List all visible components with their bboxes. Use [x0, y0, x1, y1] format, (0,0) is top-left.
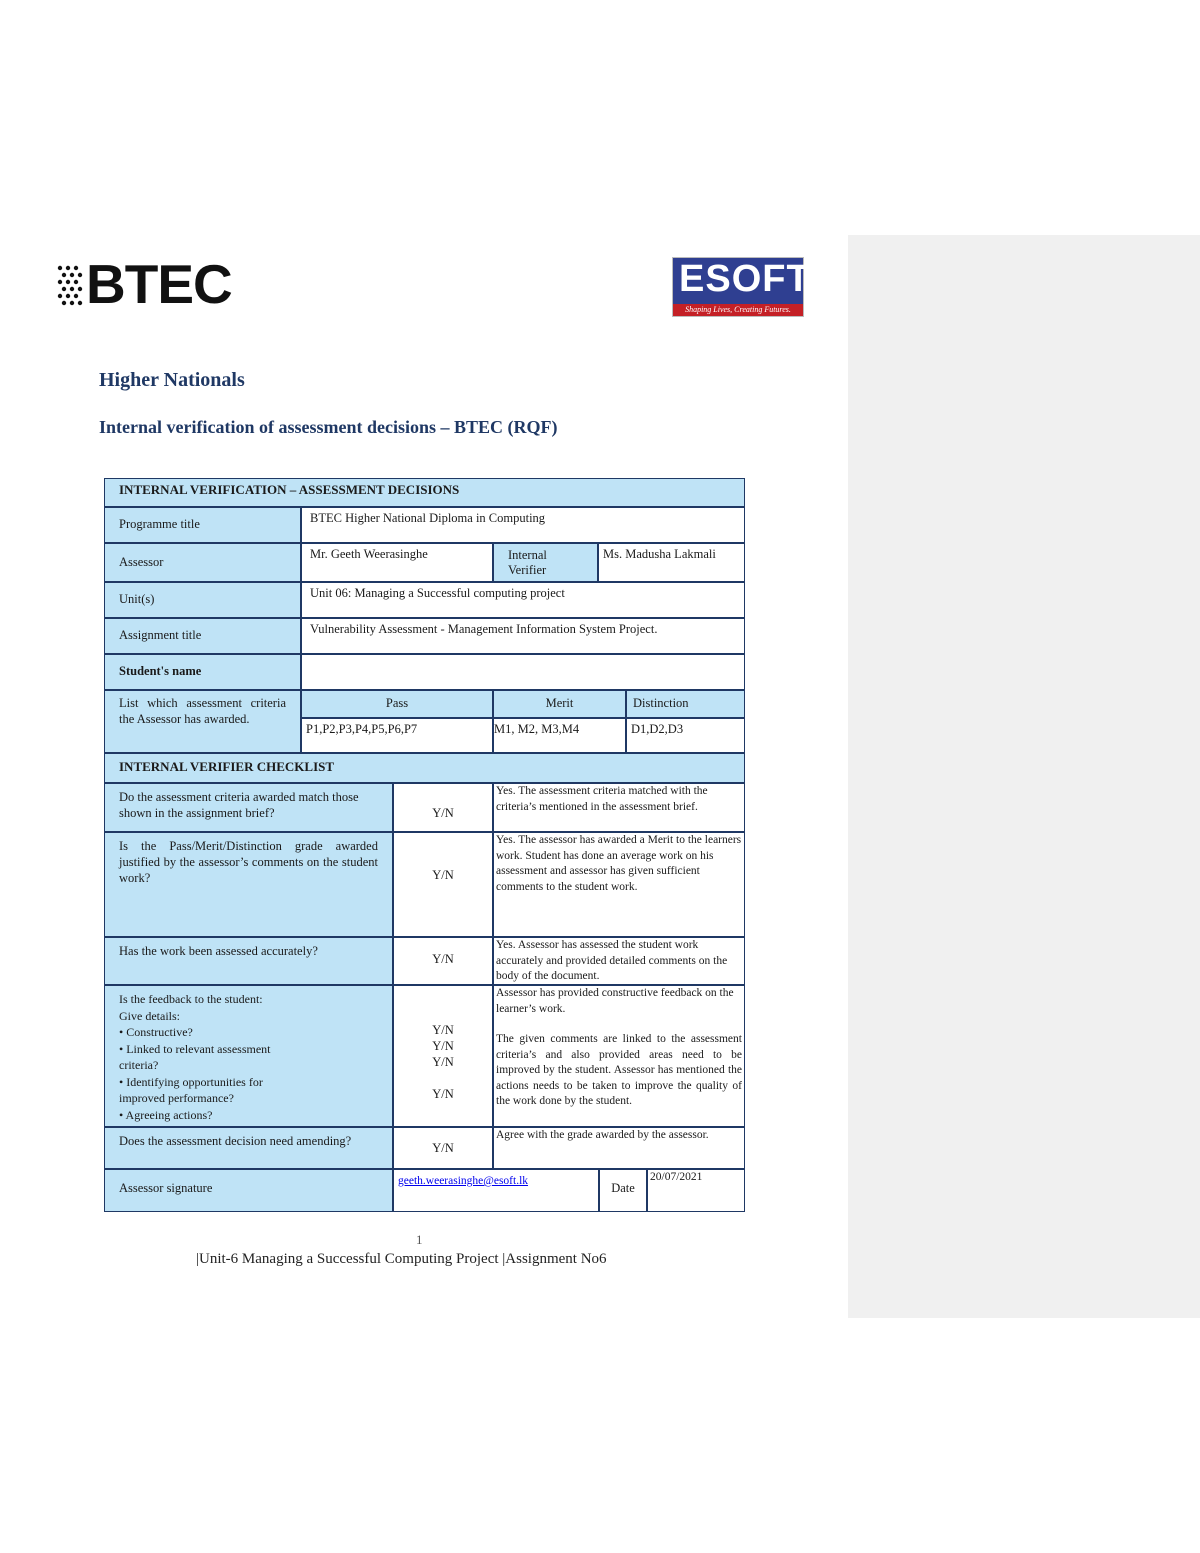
assessor-signature-cell: [393, 1169, 599, 1212]
assessor-label: Assessor: [104, 543, 301, 582]
esoft-wordmark: ESOFT: [679, 258, 811, 300]
btec-logo: [56, 253, 232, 316]
esoft-logo: [672, 257, 811, 317]
feedback-comment-details: The given comments are linked to the assessment criteria’s and also provided areas need to be improved by the student. Assessor has mentioned the actions needs to be taken to improve the quality of the work done by the student.: [496, 1033, 742, 1107]
assignment-title-label: Assignment title: [104, 618, 301, 654]
pass-value: P1,P2,P3,P4,P5,P6,P7: [301, 718, 493, 753]
assignment-title-value: Vulnerability Assessment - Management Information System Project.: [301, 618, 745, 654]
pass-header: Pass: [301, 690, 493, 718]
grade-justified-comment: Yes. The assessor has awarded a Merit to the learners work. Student has done an average work on his assessment and assessor has given sufficient comments to the student work.: [493, 832, 745, 937]
feedback-item-actions: • Agreeing actions?: [119, 1107, 213, 1122]
esoft-tagline: Shaping Lives, Creating Futures.: [673, 304, 803, 316]
programme-title-label: Programme title: [104, 507, 301, 543]
question-criteria-match: Do the assessment criteria awarded match those shown in the assignment brief?: [104, 783, 393, 832]
question-feedback: [104, 985, 393, 1127]
merit-header: Merit: [493, 690, 626, 718]
date-label: Date: [599, 1169, 647, 1212]
btec-dots-icon: [56, 262, 86, 312]
distinction-value: D1,D2,D3: [626, 718, 745, 753]
grade-justified-yn: Y/N: [393, 832, 493, 937]
criteria-match-yn: Y/N: [393, 783, 493, 832]
btec-wordmark: BTEC: [86, 253, 232, 315]
date-value: 20/07/2021: [647, 1169, 745, 1212]
feedback-title: Is the feedback to the student:: [119, 992, 263, 1006]
section1-header: INTERNAL VERIFICATION – ASSESSMENT DECISIONS: [104, 478, 745, 507]
feedback-item-linked: • Linked to relevant assessment criteria?: [119, 1041, 271, 1072]
decision-amending-comment: Agree with the grade awarded by the assessor.: [493, 1127, 745, 1169]
comment-pane: [848, 235, 1200, 1318]
feedback-yn-constructive: Y/N: [432, 1023, 454, 1037]
feedback-yn-linked: Y/N: [432, 1039, 454, 1053]
units-label: Unit(s): [104, 582, 301, 618]
question-grade-justified: Is the Pass/Merit/Distinction grade awarded justified by the assessor’s comments on the student work?: [104, 832, 393, 937]
page-subtitle: Internal verification of assessment decisions – BTEC (RQF): [99, 417, 558, 437]
student-name-value: [301, 654, 745, 690]
page-number: 1: [416, 1232, 423, 1247]
feedback-yn-column: [393, 985, 493, 1127]
feedback-item-constructive: • Constructive?: [119, 1025, 193, 1039]
assessor-signature-label: Assessor signature: [104, 1169, 393, 1212]
assessor-value: Mr. Geeth Weerasinghe: [301, 543, 493, 582]
feedback-comment: [493, 985, 745, 1127]
merit-value: M1, M2, M3,M4: [493, 718, 626, 753]
units-value: Unit 06: Managing a Successful computing project: [301, 582, 745, 618]
page-title: Higher Nationals: [99, 369, 245, 391]
section2-header: INTERNAL VERIFIER CHECKLIST: [104, 753, 745, 783]
question-assessed-accurately: Has the work been assessed accurately?: [104, 937, 393, 985]
page-footer: |Unit-6 Managing a Successful Computing Project |Assignment No6: [196, 1251, 607, 1267]
assessor-signature-email-link[interactable]: geeth.weerasinghe@esoft.lk: [398, 1175, 529, 1187]
question-decision-amending: Does the assessment decision need amending?: [104, 1127, 393, 1169]
verification-form: [104, 478, 745, 1212]
criteria-match-comment: Yes. The assessment criteria matched with the criteria’s mentioned in the assessment brief.: [493, 783, 745, 832]
decision-amending-yn: Y/N: [393, 1127, 493, 1169]
feedback-yn-actions: Y/N: [432, 1087, 454, 1101]
feedback-yn-opportunities: Y/N: [432, 1055, 454, 1069]
internal-verifier-value: Ms. Madusha Lakmali: [598, 543, 745, 582]
feedback-comment-constructive: Assessor has provided constructive feedback on the learner’s work.: [496, 987, 734, 1015]
student-name-label: Student's name: [104, 654, 301, 690]
internal-verifier-label: Internal Verifier: [493, 543, 598, 582]
feedback-item-opportunities: • Identifying opportunities for improved performance?: [119, 1074, 263, 1105]
assessed-accurately-yn: Y/N: [393, 937, 493, 985]
feedback-give-details: Give details:: [119, 1008, 180, 1023]
programme-title-value: BTEC Higher National Diploma in Computing: [301, 507, 745, 543]
criteria-label: List which assessment criteria the Assessor has awarded.: [104, 690, 301, 753]
distinction-header: Distinction: [626, 690, 745, 718]
assessed-accurately-comment: Yes. Assessor has assessed the student work accurately and provided detailed comments on the body of the document.: [493, 937, 745, 985]
